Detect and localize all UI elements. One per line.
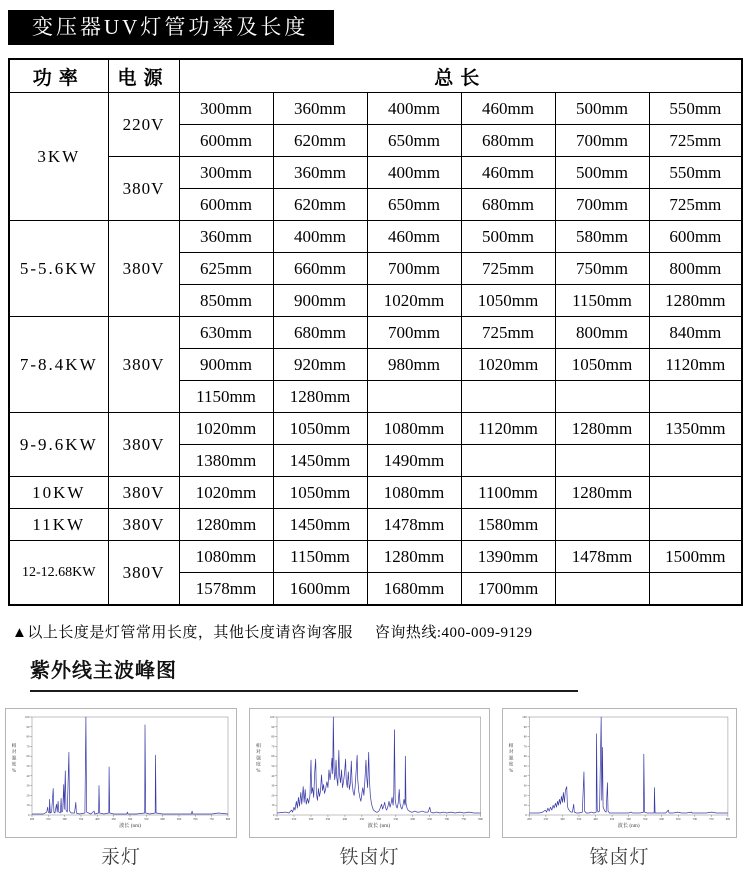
length-cell: 840mm [649, 317, 742, 349]
svg-text:10: 10 [26, 803, 30, 808]
y-axis-label: 相对强度% [255, 744, 261, 774]
svg-text:550: 550 [144, 817, 149, 822]
svg-text:500: 500 [626, 817, 631, 822]
length-cell: 650mm [367, 189, 461, 221]
svg-text:750: 750 [709, 817, 714, 822]
length-cell: 1280mm [555, 413, 649, 445]
svg-text:10: 10 [271, 803, 275, 808]
footnote-text: ▲以上长度是灯管常用长度，其他长度请咨询客服 [12, 625, 353, 641]
svg-text:350: 350 [576, 817, 582, 822]
length-cell: 1478mm [367, 509, 461, 541]
svg-text:40: 40 [271, 773, 275, 778]
svg-text:70: 70 [26, 744, 30, 749]
length-cell: 1050mm [461, 285, 555, 317]
length-cell: 460mm [367, 221, 461, 253]
chart-caption-iron-halide-lamp: 铁卤灯 [339, 847, 400, 868]
length-cell: 1450mm [273, 509, 367, 541]
svg-text:60: 60 [26, 754, 30, 759]
length-cell: 660mm [273, 253, 367, 285]
length-cell: 620mm [273, 189, 367, 221]
section-title: 紫外线主波峰图 [30, 660, 177, 682]
length-cell: 1380mm [179, 445, 273, 477]
length-cell: 900mm [179, 349, 273, 381]
power-cell: 3KW [9, 93, 108, 221]
table-row [9, 157, 742, 189]
length-cell: 1120mm [649, 349, 742, 381]
empty-cell [555, 509, 649, 541]
empty-cell [649, 509, 742, 541]
length-cell: 1150mm [179, 381, 273, 413]
charts-row [0, 708, 750, 878]
svg-text:550: 550 [393, 817, 399, 822]
length-cell: 1080mm [367, 477, 461, 509]
svg-text:450: 450 [111, 817, 116, 822]
x-axis-label: 波长 (nm) [119, 823, 141, 829]
svg-text:30: 30 [523, 783, 527, 788]
svg-text:500: 500 [376, 817, 382, 822]
length-cell: 1580mm [461, 509, 555, 541]
power-cell: 12-12.68KW [9, 541, 108, 606]
svg-text:650: 650 [676, 817, 681, 822]
svg-text:200: 200 [527, 817, 532, 822]
length-cell: 1100mm [461, 477, 555, 509]
svg-text:20: 20 [271, 793, 275, 798]
table-row [9, 541, 742, 573]
svg-text:300: 300 [560, 817, 565, 822]
source-cell: 380V [108, 477, 179, 509]
power-cell: 10KW [9, 477, 108, 509]
length-cell: 1020mm [367, 285, 461, 317]
length-cell: 1080mm [179, 541, 273, 573]
chart-caption-gallium-halide-lamp: 镓卤灯 [589, 847, 650, 868]
svg-text:550: 550 [642, 817, 648, 822]
length-cell: 1050mm [273, 413, 367, 445]
spec-table [8, 58, 743, 606]
length-cell: 360mm [273, 93, 367, 125]
length-cell: 680mm [273, 317, 367, 349]
length-cell: 1020mm [461, 349, 555, 381]
svg-text:800: 800 [725, 817, 731, 822]
svg-text:450: 450 [609, 817, 615, 822]
length-cell: 600mm [649, 221, 742, 253]
length-cell: 300mm [179, 93, 273, 125]
svg-text:300: 300 [62, 817, 67, 822]
svg-text:300: 300 [308, 817, 314, 822]
length-cell: 300mm [179, 157, 273, 189]
svg-text:90: 90 [523, 724, 527, 729]
source-cell: 380V [108, 317, 179, 413]
spectrum-chart-mercury-lamp [5, 708, 237, 838]
table-row [9, 93, 742, 125]
length-cell: 500mm [461, 221, 555, 253]
svg-text:450: 450 [359, 817, 365, 822]
svg-text:800: 800 [225, 817, 231, 822]
length-cell: 1050mm [555, 349, 649, 381]
length-cell: 1280mm [367, 541, 461, 573]
svg-text:400: 400 [342, 817, 348, 822]
length-cell: 650mm [367, 125, 461, 157]
length-cell: 1020mm [179, 413, 273, 445]
svg-text:50: 50 [271, 764, 275, 768]
chart-caption-mercury-lamp: 汞灯 [100, 847, 141, 868]
length-cell: 630mm [179, 317, 273, 349]
length-cell: 700mm [367, 317, 461, 349]
spectrum-plot [250, 709, 489, 837]
table-row [9, 413, 742, 445]
svg-text:80: 80 [26, 734, 30, 739]
length-cell: 1700mm [461, 573, 555, 606]
svg-text:500: 500 [127, 817, 133, 822]
spectrum-plot [6, 709, 236, 837]
length-cell: 1120mm [461, 413, 555, 445]
length-cell: 725mm [461, 253, 555, 285]
svg-text:100: 100 [25, 715, 30, 719]
svg-text:600: 600 [160, 817, 165, 822]
svg-text:20: 20 [26, 793, 30, 798]
empty-cell [555, 445, 649, 477]
svg-text:200: 200 [29, 817, 35, 822]
svg-text:0: 0 [272, 813, 275, 817]
svg-text:80: 80 [523, 734, 527, 739]
length-cell: 550mm [649, 157, 742, 189]
length-cell: 1280mm [273, 381, 367, 413]
length-cell: 600mm [179, 125, 273, 157]
svg-text:200: 200 [274, 817, 280, 822]
svg-text:700: 700 [193, 817, 198, 822]
svg-text:250: 250 [46, 817, 51, 822]
section-title-underline [30, 654, 578, 692]
table-row [9, 317, 742, 349]
svg-text:20: 20 [523, 793, 527, 798]
x-axis-label: 波长 (nm) [367, 823, 391, 829]
x-axis-label: 波长 (nm) [617, 823, 640, 829]
empty-cell [649, 381, 742, 413]
empty-cell [461, 445, 555, 477]
empty-cell [555, 573, 649, 606]
length-cell: 920mm [273, 349, 367, 381]
length-cell: 1450mm [273, 445, 367, 477]
col-header-length: 总长 [179, 59, 742, 93]
empty-cell [649, 445, 742, 477]
power-cell: 11KW [9, 509, 108, 541]
svg-text:0: 0 [27, 813, 30, 817]
length-cell: 1600mm [273, 573, 367, 606]
title-banner [8, 10, 334, 45]
table-header-row [9, 59, 742, 93]
length-cell: 625mm [179, 253, 273, 285]
length-cell: 725mm [649, 125, 742, 157]
svg-text:70: 70 [523, 744, 527, 749]
length-cell: 725mm [461, 317, 555, 349]
svg-text:400: 400 [95, 817, 100, 822]
svg-text:10: 10 [523, 803, 527, 808]
empty-cell [649, 477, 742, 509]
footnote [12, 621, 732, 642]
col-header-source: 电源 [108, 59, 179, 93]
length-cell: 680mm [461, 125, 555, 157]
length-cell: 680mm [461, 189, 555, 221]
power-cell: 9-9.6KW [9, 413, 108, 477]
length-cell: 750mm [555, 253, 649, 285]
empty-cell [649, 573, 742, 606]
empty-cell [555, 381, 649, 413]
svg-text:750: 750 [209, 817, 214, 822]
spectrum-chart-iron-halide-lamp [249, 708, 490, 838]
svg-text:60: 60 [523, 754, 527, 759]
svg-text:30: 30 [26, 783, 30, 788]
length-cell: 1680mm [367, 573, 461, 606]
svg-text:700: 700 [444, 817, 449, 822]
length-cell: 1478mm [555, 541, 649, 573]
length-cell: 1490mm [367, 445, 461, 477]
svg-text:800: 800 [478, 817, 483, 822]
source-cell: 220V [108, 93, 179, 157]
table-row [9, 221, 742, 253]
svg-text:40: 40 [26, 773, 30, 778]
source-cell: 380V [108, 221, 179, 317]
col-header-power: 功率 [9, 59, 108, 93]
length-cell: 360mm [179, 221, 273, 253]
length-cell: 550mm [649, 93, 742, 125]
length-cell: 1280mm [555, 477, 649, 509]
power-cell: 7-8.4KW [9, 317, 108, 413]
svg-text:80: 80 [271, 734, 275, 739]
length-cell: 1500mm [649, 541, 742, 573]
svg-text:100: 100 [269, 715, 275, 719]
length-cell: 1150mm [555, 285, 649, 317]
length-cell: 725mm [649, 189, 742, 221]
svg-text:700: 700 [692, 817, 697, 822]
source-cell: 380V [108, 413, 179, 477]
length-cell: 600mm [179, 189, 273, 221]
svg-text:250: 250 [543, 817, 549, 822]
length-cell: 1020mm [179, 477, 273, 509]
svg-text:600: 600 [410, 817, 416, 822]
length-cell: 1390mm [461, 541, 555, 573]
svg-text:60: 60 [271, 754, 275, 759]
svg-text:400: 400 [593, 817, 598, 822]
svg-text:90: 90 [271, 724, 275, 729]
length-cell: 400mm [273, 221, 367, 253]
svg-text:100: 100 [522, 715, 527, 719]
svg-text:350: 350 [325, 817, 331, 822]
svg-text:600: 600 [659, 817, 664, 822]
svg-text:50: 50 [523, 764, 527, 768]
length-cell: 1050mm [273, 477, 367, 509]
length-cell: 500mm [555, 157, 649, 189]
source-cell: 380V [108, 509, 179, 541]
spectrum-plot [503, 709, 736, 837]
source-cell: 380V [108, 541, 179, 606]
empty-cell [367, 381, 461, 413]
length-cell: 400mm [367, 157, 461, 189]
length-cell: 580mm [555, 221, 649, 253]
spectrum-chart-gallium-halide-lamp [502, 708, 737, 838]
svg-text:250: 250 [291, 817, 297, 822]
length-cell: 1150mm [273, 541, 367, 573]
svg-text:650: 650 [427, 817, 433, 822]
length-cell: 800mm [649, 253, 742, 285]
svg-text:30: 30 [271, 783, 275, 788]
length-cell: 400mm [367, 93, 461, 125]
length-cell: 1350mm [649, 413, 742, 445]
length-cell: 900mm [273, 285, 367, 317]
length-cell: 500mm [555, 93, 649, 125]
length-cell: 1280mm [179, 509, 273, 541]
length-cell: 460mm [461, 157, 555, 189]
hotline-text: 咨询热线:400-009-9129 [374, 625, 533, 641]
length-cell: 700mm [555, 189, 649, 221]
svg-text:70: 70 [271, 744, 275, 749]
length-cell: 1080mm [367, 413, 461, 445]
table-row [9, 477, 742, 509]
length-cell: 620mm [273, 125, 367, 157]
svg-text:50: 50 [26, 764, 30, 768]
svg-text:750: 750 [461, 817, 466, 822]
length-cell: 460mm [461, 93, 555, 125]
page-title: 变压器UV灯管功率及长度 [32, 15, 309, 39]
svg-text:0: 0 [525, 813, 527, 817]
svg-text:40: 40 [523, 773, 527, 778]
table-row [9, 509, 742, 541]
length-cell: 1280mm [649, 285, 742, 317]
y-axis-label: 相对强度% [508, 744, 514, 774]
svg-text:90: 90 [26, 724, 30, 729]
power-cell: 5-5.6KW [9, 221, 108, 317]
svg-text:650: 650 [176, 817, 182, 822]
length-cell: 360mm [273, 157, 367, 189]
svg-text:350: 350 [78, 817, 84, 822]
source-cell: 380V [108, 157, 179, 221]
empty-cell [461, 381, 555, 413]
length-cell: 700mm [367, 253, 461, 285]
length-cell: 850mm [179, 285, 273, 317]
length-cell: 800mm [555, 317, 649, 349]
length-cell: 1578mm [179, 573, 273, 606]
length-cell: 700mm [555, 125, 649, 157]
y-axis-label: 相对强度% [11, 744, 17, 774]
length-cell: 980mm [367, 349, 461, 381]
